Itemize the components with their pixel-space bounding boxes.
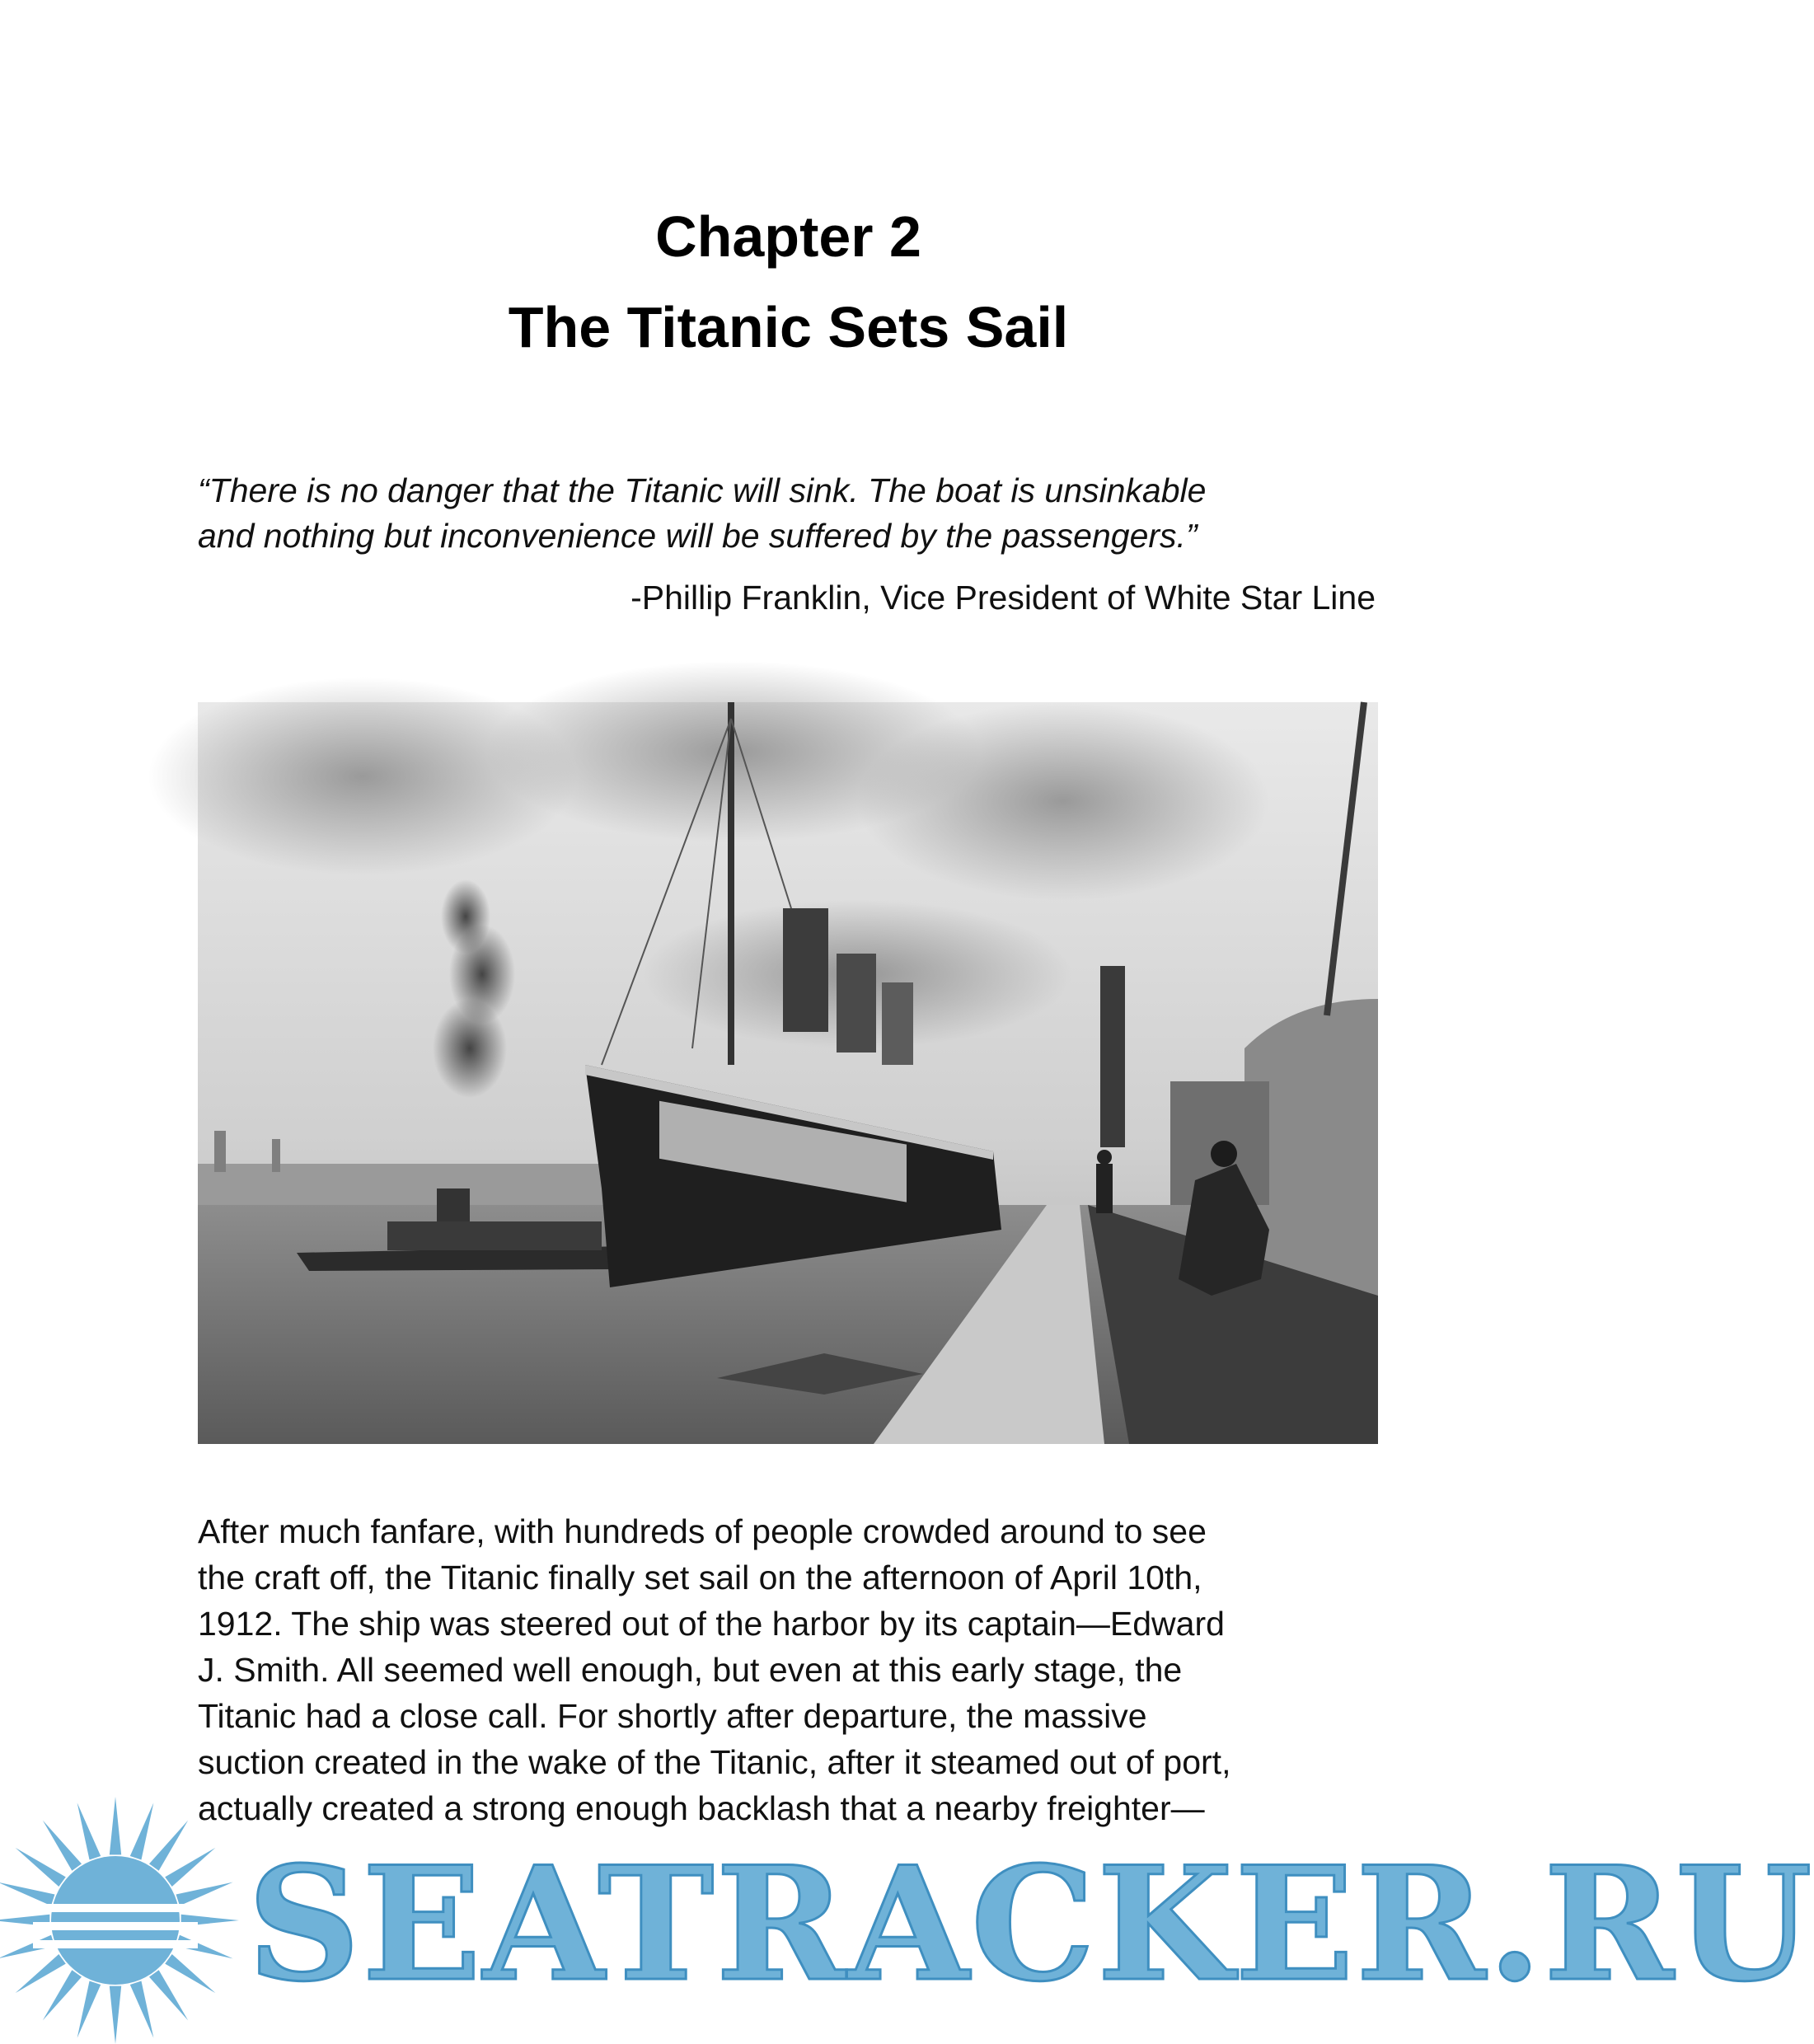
body-line: J. Smith. All seemed well enough, but even at this early stage, the	[198, 1651, 1183, 1689]
body-line: After much fanfare, with hundreds of people crowded around to see	[198, 1512, 1207, 1550]
quote-attribution: -Phillip Franklin, Vice President of White Star Line	[630, 579, 1376, 616]
body-line: suction created in the wake of the Titanic, after it steamed out of port,	[198, 1743, 1231, 1781]
body-line: actually created a strong enough backlash that a nearby freighter—	[198, 1789, 1205, 1827]
sunburst-logo-icon	[0, 1780, 247, 2040]
epigraph-quote	[198, 468, 1385, 559]
titanic-departure-photo	[198, 702, 1378, 1444]
chapter-number: Chapter 2	[655, 204, 921, 269]
quote-line: and nothing but inconvenience will be suffered by the passengers.”	[198, 517, 1198, 555]
body-line: Titanic had a close call. For shortly after departure, the massive	[198, 1697, 1147, 1735]
body-line: 1912. The ship was steered out of the harbor by its captain—Edward	[198, 1605, 1225, 1643]
body-line: the craft off, the Titanic finally set sail on the afternoon of April 10th,	[198, 1559, 1202, 1596]
chapter-title: The Titanic Sets Sail	[508, 295, 1069, 359]
watermark-text: SEATRACKER.RU	[247, 1832, 1814, 2016]
quote-line: “There is no danger that the Titanic will sink. The boat is unsinkable	[198, 471, 1207, 509]
